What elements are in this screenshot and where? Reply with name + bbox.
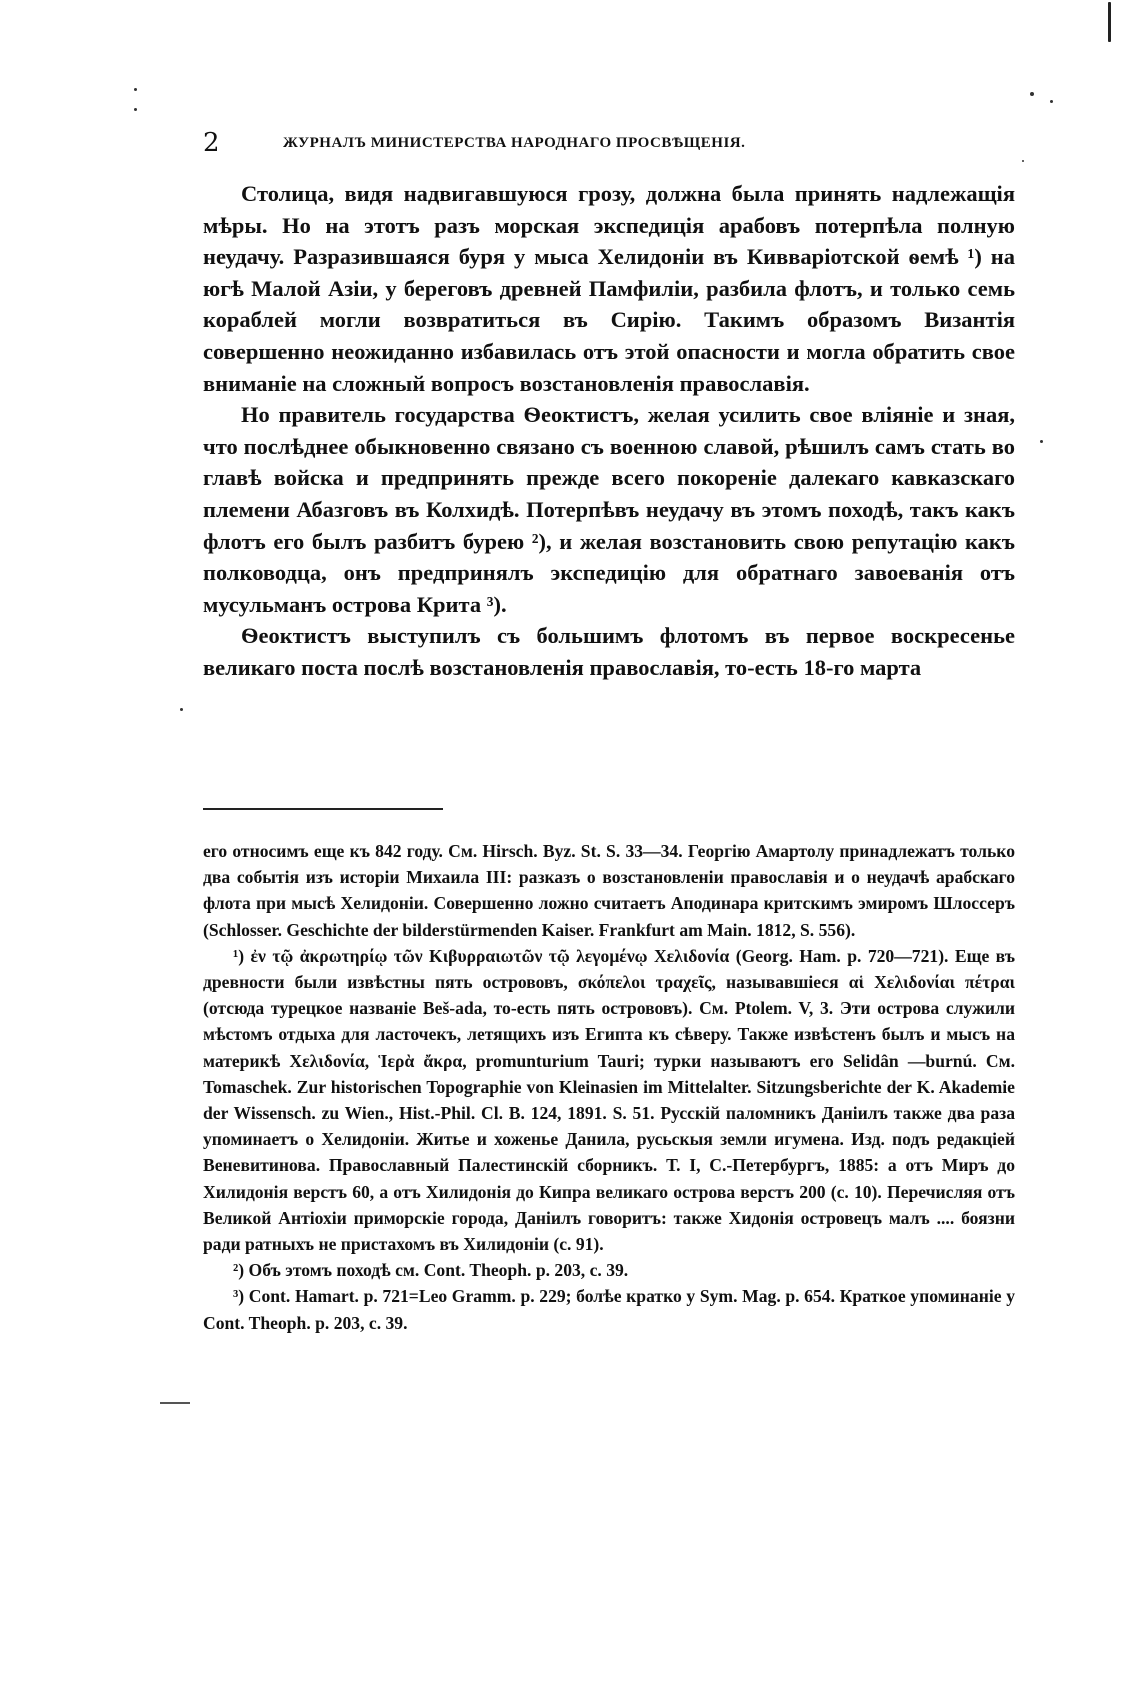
paragraph: Столица, видя надвигавшуюся грозу, должна была принять надлежащія мѣры. Но на этотъ разъ морская экспедиція арабовъ потерпѣла полную неудачу. Разразившаяся буря у мыса Хелидоніи въ Кивваріотской ѳемѣ ¹) на югѣ Малой Азіи, у береговъ древней Памфиліи, разбила флотъ, и только семь кораблей могли возвратиться въ Сирію. Такимъ образомъ Византія совершенно неожиданно избавилась отъ этой опасности и могла обратить свое вниманіе на сложный вопросъ возстановленія православія. [203, 181, 1015, 396]
scan-speck [1022, 160, 1024, 162]
scan-speck [1040, 440, 1043, 443]
main-text [203, 178, 1015, 684]
scan-speck [180, 708, 183, 711]
scan-speck [1030, 92, 1034, 96]
footnote-rule [203, 808, 443, 810]
scan-speck [134, 88, 137, 91]
scan-speck [1050, 100, 1053, 103]
running-head: ЖУРНАЛЪ МИНИСТЕРСТВА НАРОДНАГО ПРОСВѢЩЕНІЯ. [283, 135, 746, 151]
scan-speck [1108, 2, 1111, 42]
page-header [203, 128, 1033, 158]
footnote-continuation: его относимъ еще къ 842 году. См. Hirsch. Byz. St. S. 33—34. Георгію Амартолу принадлежатъ только два событія изъ исторіи Михаила III: разказъ о возстановленіи православія и о неудачѣ арабскаго флота при мысѣ Хелидоніи. Совершенно ложно считаетъ Аподинара критскимъ эмиромъ Шлоссеръ (Schlosser. Geschichte der bilderstürmenden Kaiser. Frankfurt am Main. 1812, S. 556). [203, 841, 1015, 940]
scan-speck [160, 1402, 190, 1404]
scan-speck [134, 108, 137, 111]
footnote: ²) Объ этомъ походѣ см. Cont. Theoph. p. 203, c. 39. [233, 1260, 629, 1281]
footnote: ¹) ἐν τῷ ἀκρωτηρίῳ τῶν Κιβυρραιωτῶν τῷ λεγομένῳ Χελιδονία (Georg. Ham. p. 720—721). Еще въ древности были извѣстны пять острововъ, σκόπελοι τραχεῖς, называвшіеся αἱ Χελιδονίαι πέτραι (отсюда турецкое названіе Beš-ada, то-есть пять острововъ). См. Ptolem. V, 3. Эти острова служили мѣстомъ отдыха для ласточекъ, летящихъ изъ Египта къ сѣверу. Также извѣстенъ былъ и мысъ на материкѣ Χελιδονία, Ἱερὰ ἄκρα, promunturium Tauri; турки называютъ его Selidân —burnú. См. Tomaschek. Zur historischen Topographie von Kleinasien im Mittelalter. Sitzungsberichte der K. Akademie der Wissensch. zu Wien., Hist.-Phil. Cl. B. 124, 1891. S. 51. Русскій паломникъ Даніилъ также два раза упоминаетъ о Хелидоніи. Житье и хоженье Данила, русьскыя земли игумена. Изд. подъ редакціей Веневитинова. Православный Палестинскій сборникъ. Т. I, С.-Петербургъ, 1885: а отъ Миръ до Хилидонія верстъ 60, а отъ Хилидонія до Кипра великаго острова верстъ 200 (с. 10). Перечисляя отъ Великой Антіохіи приморскіе города, Даніилъ говоритъ: также Хидонія островецъ малъ .... боязни ради ратныхъ не пристахомъ въ Хилидоніи (с. 91). [203, 945, 1015, 1255]
page-number: 2 [203, 128, 220, 158]
footnotes [203, 838, 1015, 1336]
footnote: ³) Cont. Hamart. p. 721=Leo Gramm. p. 229; болѣе кратко у Sym. Mag. p. 654. Краткое упоминаніе у Cont. Theoph. p. 203, c. 39. [203, 1286, 1015, 1333]
paragraph: Но правитель государства Ѳеоктистъ, желая усилить свое вліяніе и зная, что послѣднее обыкновенно связано съ военною славой, рѣшилъ самъ стать во главѣ войска и предпринять прежде всего покореніе далекаго кавказскаго племени Абазговъ въ Колхидѣ. Потерпѣвъ неудачу въ этомъ походѣ, такъ какъ флотъ его былъ разбитъ бурею ²), и желая возстановить свою репутацію какъ полководца, онъ предпринялъ экспедицію для обратнаго завоеванія отъ мусульманъ острова Крита ³). [203, 402, 1015, 617]
paragraph: Ѳеоктистъ выступилъ съ большимъ флотомъ въ первое воскресенье великаго поста послѣ возстановленія православія, то-есть 18-го марта [203, 623, 1015, 680]
